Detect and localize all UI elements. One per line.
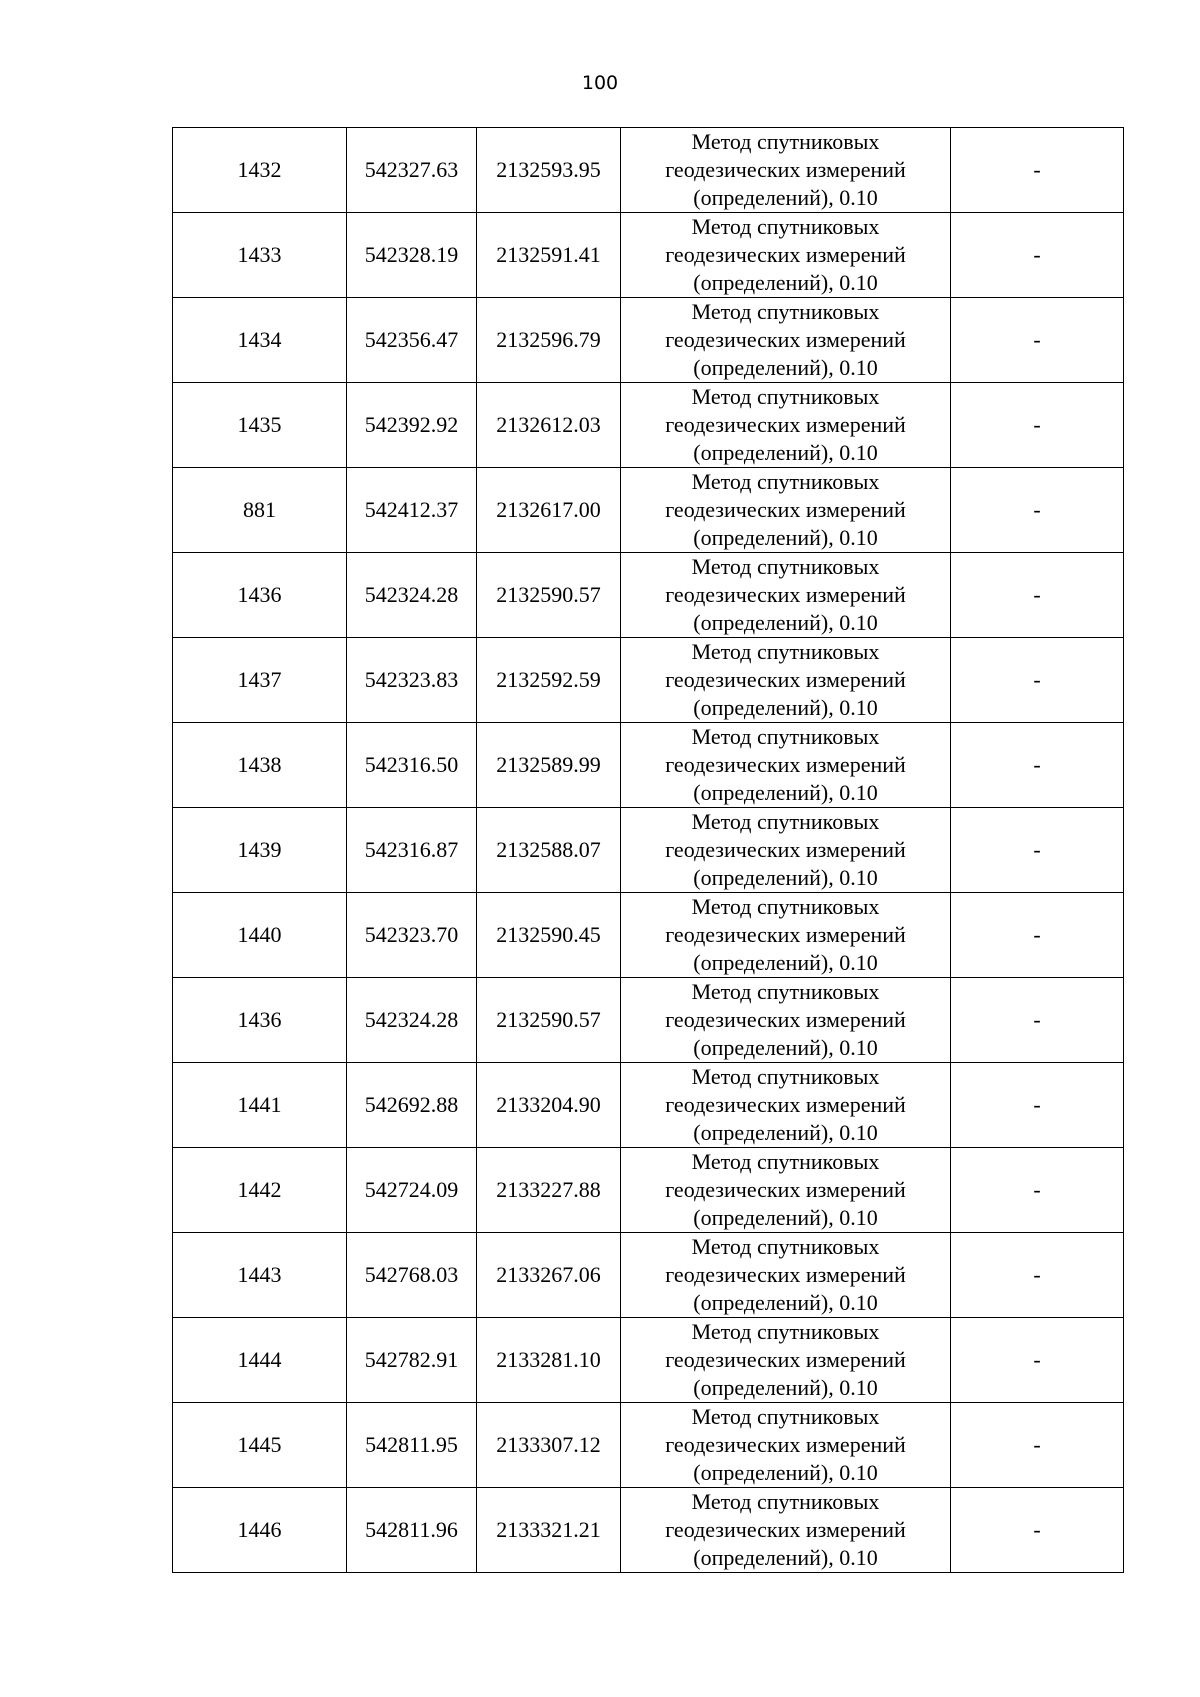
x-coordinate-cell [347,1148,477,1233]
note-cell [951,1063,1124,1148]
method-line-2: геодезических измерений [665,837,906,862]
note-cell [951,1148,1124,1233]
table-row [173,978,1124,1063]
method-line-2: геодезических измерений [665,1007,906,1032]
point-number: 1435 [237,412,282,437]
note-cell [951,638,1124,723]
note-value: - [1033,582,1041,607]
method-line-2: геодезических измерений [665,667,906,692]
point-number-cell [173,1403,347,1488]
method-line-1: Метод спутниковых [691,129,880,154]
point-number: 1434 [237,327,282,352]
y-coordinate: 2132588.07 [496,837,601,862]
y-coordinate: 2132590.45 [496,922,601,947]
table-row [173,128,1124,213]
y-coordinate: 2133307.12 [496,1432,601,1457]
method-line-1: Метод спутниковых [691,979,880,1004]
method-line-1: Метод спутниковых [691,1319,880,1344]
point-number: 1433 [237,242,282,267]
x-coordinate-cell [347,978,477,1063]
note-cell [951,213,1124,298]
point-number: 1438 [237,752,282,777]
note-cell [951,128,1124,213]
point-number: 1439 [237,837,282,862]
note-cell [951,553,1124,638]
method-line-3: (определений), 0.10 [693,1375,878,1400]
method-line-1: Метод спутниковых [691,1149,880,1174]
method-line-1: Метод спутниковых [691,809,880,834]
x-coordinate-cell [347,128,477,213]
method-line-3: (определений), 0.10 [693,185,878,210]
point-number: 1441 [237,1092,282,1117]
point-number-cell [173,1318,347,1403]
y-coordinate-cell [477,1063,621,1148]
x-coordinate-cell [347,638,477,723]
note-value: - [1033,1432,1041,1457]
y-coordinate: 2132593.95 [496,157,601,182]
note-cell [951,893,1124,978]
method-line-2: геодезических измерений [665,1432,906,1457]
x-coordinate-cell [347,298,477,383]
method-cell [621,213,951,298]
point-number-cell [173,723,347,808]
point-number-cell [173,1233,347,1318]
y-coordinate-cell [477,553,621,638]
note-value: - [1033,837,1041,862]
y-coordinate: 2133267.06 [496,1262,601,1287]
point-number-cell [173,638,347,723]
table-row [173,1318,1124,1403]
method-line-1: Метод спутниковых [691,1234,880,1259]
y-coordinate-cell [477,1148,621,1233]
method-line-3: (определений), 0.10 [693,525,878,550]
y-coordinate-cell [477,723,621,808]
x-coordinate: 542412.37 [364,497,459,522]
method-line-1: Метод спутниковых [691,724,880,749]
y-coordinate-cell [477,1403,621,1488]
x-coordinate: 542323.83 [364,667,459,692]
note-value: - [1033,752,1041,777]
y-coordinate-cell [477,213,621,298]
note-cell [951,808,1124,893]
method-line-2: геодезических измерений [665,922,906,947]
method-line-3: (определений), 0.10 [693,355,878,380]
x-coordinate-cell [347,1233,477,1318]
method-line-1: Метод спутниковых [691,894,880,919]
point-number: 1436 [237,1007,282,1032]
point-number-cell [173,468,347,553]
method-line-3: (определений), 0.10 [693,1205,878,1230]
x-coordinate: 542327.63 [364,157,459,182]
method-line-3: (определений), 0.10 [693,440,878,465]
method-cell [621,553,951,638]
method-cell [621,808,951,893]
x-coordinate: 542356.47 [364,327,459,352]
note-cell [951,1318,1124,1403]
x-coordinate: 542782.91 [364,1347,459,1372]
method-line-2: геодезических измерений [665,582,906,607]
point-number-cell [173,893,347,978]
method-line-2: геодезических измерений [665,1517,906,1542]
y-coordinate: 2132612.03 [496,412,601,437]
x-coordinate: 542724.09 [364,1177,459,1202]
note-cell [951,1233,1124,1318]
point-number-cell [173,298,347,383]
x-coordinate: 542811.95 [365,1432,458,1457]
y-coordinate: 2133281.10 [496,1347,601,1372]
y-coordinate-cell [477,893,621,978]
method-line-3: (определений), 0.10 [693,1290,878,1315]
method-cell [621,1318,951,1403]
method-line-2: геодезических измерений [665,157,906,182]
note-value: - [1033,1347,1041,1372]
method-line-2: геодезических измерений [665,242,906,267]
method-cell [621,468,951,553]
x-coordinate: 542768.03 [364,1262,459,1287]
note-cell [951,978,1124,1063]
x-coordinate-cell [347,1318,477,1403]
method-line-1: Метод спутниковых [691,1404,880,1429]
y-coordinate: 2132590.57 [496,582,601,607]
y-coordinate: 2132592.59 [496,667,601,692]
coordinates-table-body [173,128,1124,1573]
method-cell [621,1403,951,1488]
point-number: 1446 [237,1517,282,1542]
method-line-2: геодезических измерений [665,412,906,437]
method-line-1: Метод спутниковых [691,639,880,664]
table-row [173,298,1124,383]
x-coordinate: 542323.70 [364,922,459,947]
x-coordinate: 542692.88 [364,1092,459,1117]
note-cell [951,1403,1124,1488]
y-coordinate: 2133321.21 [496,1517,601,1542]
method-line-1: Метод спутниковых [691,1064,880,1089]
note-value: - [1033,1262,1041,1287]
method-cell [621,893,951,978]
x-coordinate-cell [347,553,477,638]
table-row [173,213,1124,298]
method-cell [621,298,951,383]
table-row [173,383,1124,468]
y-coordinate-cell [477,808,621,893]
x-coordinate-cell [347,383,477,468]
y-coordinate-cell [477,1233,621,1318]
method-line-1: Метод спутниковых [691,384,880,409]
coordinates-table [172,127,1124,1573]
note-cell [951,468,1124,553]
y-coordinate-cell [477,1488,621,1573]
method-cell [621,1063,951,1148]
point-number-cell [173,1063,347,1148]
note-value: - [1033,1092,1041,1117]
table-row [173,808,1124,893]
table-row [173,893,1124,978]
note-value: - [1033,667,1041,692]
method-cell [621,383,951,468]
table-row [173,723,1124,808]
method-line-3: (определений), 0.10 [693,610,878,635]
x-coordinate-cell [347,468,477,553]
method-line-1: Метод спутниковых [691,1489,880,1514]
point-number: 1442 [237,1177,282,1202]
y-coordinate-cell [477,468,621,553]
table-row [173,553,1124,638]
point-number: 1444 [237,1347,282,1372]
point-number: 1443 [237,1262,282,1287]
method-line-1: Метод спутниковых [691,469,880,494]
y-coordinate: 2132596.79 [496,327,601,352]
x-coordinate: 542324.28 [364,582,459,607]
method-line-2: геодезических измерений [665,1092,906,1117]
note-value: - [1033,157,1041,182]
page-number: 100 [581,72,619,94]
y-coordinate: 2133204.90 [496,1092,601,1117]
x-coordinate: 542328.19 [364,242,459,267]
note-value: - [1033,412,1041,437]
method-line-3: (определений), 0.10 [693,695,878,720]
method-line-3: (определений), 0.10 [693,1460,878,1485]
x-coordinate: 542392.92 [364,412,459,437]
x-coordinate-cell [347,1488,477,1573]
note-cell [951,298,1124,383]
note-value: - [1033,327,1041,352]
point-number-cell [173,128,347,213]
method-cell [621,1148,951,1233]
method-line-1: Метод спутниковых [691,299,880,324]
y-coordinate: 2132617.00 [496,497,601,522]
x-coordinate: 542811.96 [365,1517,458,1542]
method-line-2: геодезических измерений [665,1347,906,1372]
note-value: - [1033,242,1041,267]
y-coordinate-cell [477,383,621,468]
x-coordinate: 542324.28 [364,1007,459,1032]
point-number: 1445 [237,1432,282,1457]
y-coordinate-cell [477,128,621,213]
method-line-2: геодезических измерений [665,1177,906,1202]
method-line-3: (определений), 0.10 [693,950,878,975]
note-cell [951,723,1124,808]
method-line-2: геодезических измерений [665,327,906,352]
y-coordinate-cell [477,298,621,383]
y-coordinate: 2132591.41 [496,242,601,267]
table-row [173,1403,1124,1488]
point-number: 881 [243,497,276,522]
method-line-3: (определений), 0.10 [693,1545,878,1570]
method-line-3: (определений), 0.10 [693,865,878,890]
method-cell [621,1233,951,1318]
point-number-cell [173,978,347,1063]
point-number-cell [173,808,347,893]
method-line-2: геодезических измерений [665,752,906,777]
x-coordinate: 542316.87 [364,837,459,862]
method-line-3: (определений), 0.10 [693,270,878,295]
method-cell [621,638,951,723]
x-coordinate-cell [347,213,477,298]
x-coordinate-cell [347,1403,477,1488]
table-row [173,1148,1124,1233]
note-value: - [1033,497,1041,522]
point-number-cell [173,553,347,638]
point-number: 1440 [237,922,282,947]
note-value: - [1033,1007,1041,1032]
x-coordinate-cell [347,1063,477,1148]
method-line-1: Метод спутниковых [691,554,880,579]
y-coordinate: 2132590.57 [496,1007,601,1032]
y-coordinate-cell [477,978,621,1063]
y-coordinate: 2132589.99 [496,752,601,777]
table-row [173,468,1124,553]
method-cell [621,1488,951,1573]
x-coordinate-cell [347,893,477,978]
note-value: - [1033,922,1041,947]
point-number: 1432 [237,157,282,182]
point-number-cell [173,1148,347,1233]
point-number-cell [173,383,347,468]
x-coordinate-cell [347,723,477,808]
note-value: - [1033,1177,1041,1202]
method-cell [621,978,951,1063]
table-row [173,1063,1124,1148]
method-line-1: Метод спутниковых [691,214,880,239]
note-cell [951,383,1124,468]
y-coordinate: 2133227.88 [496,1177,601,1202]
point-number: 1436 [237,582,282,607]
table-row [173,1488,1124,1573]
x-coordinate-cell [347,808,477,893]
table-row [173,1233,1124,1318]
method-line-3: (определений), 0.10 [693,780,878,805]
method-line-3: (определений), 0.10 [693,1035,878,1060]
x-coordinate: 542316.50 [364,752,459,777]
point-number-cell [173,1488,347,1573]
method-cell [621,723,951,808]
table-row [173,638,1124,723]
y-coordinate-cell [477,638,621,723]
point-number-cell [173,213,347,298]
method-line-3: (определений), 0.10 [693,1120,878,1145]
y-coordinate-cell [477,1318,621,1403]
method-line-2: геодезических измерений [665,1262,906,1287]
note-cell [951,1488,1124,1573]
method-cell [621,128,951,213]
note-value: - [1033,1517,1041,1542]
method-line-2: геодезических измерений [665,497,906,522]
point-number: 1437 [237,667,282,692]
